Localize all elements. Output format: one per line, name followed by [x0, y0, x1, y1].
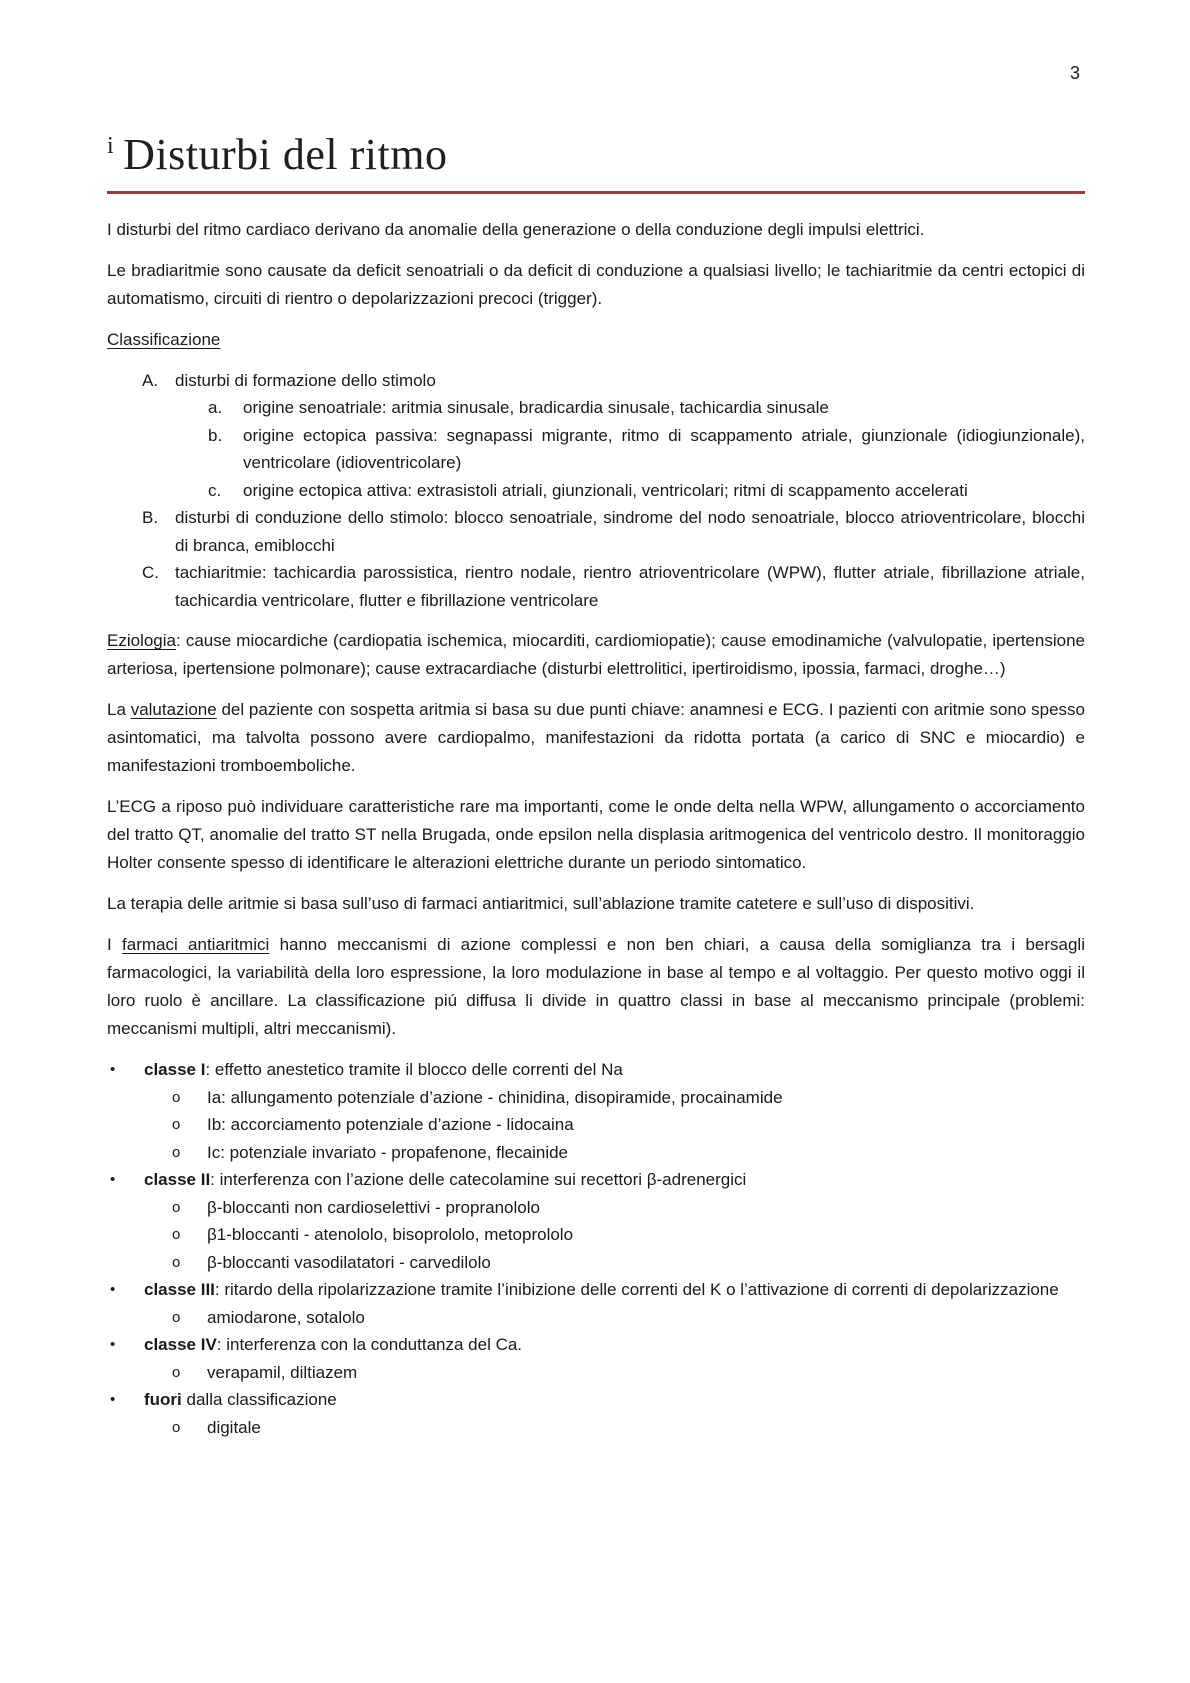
paragraph-ecg: L’ECG a riposo può individuare caratteristiche rare ma importanti, come le onde delta nella WPW, allungamento o accorciamento del tratto QT, anomalie del tratto ST nella Brugada, onde epsilon nella displasia aritmogenica del ventricolo destro. Il monitoraggio Holter consente spesso di identificare le alterazioni elettriche durante un periodo sintomatico.: [107, 797, 1085, 873]
class-label: classe II: [144, 1170, 211, 1190]
list-item: [107, 422, 1085, 477]
circle-bullet-icon: o: [172, 1363, 181, 1381]
list-item-text: origine ectopica passiva: segnapassi migrante, ritmo di scappamento atriale, giunzionale (idiogiunzionale), ventricolare (idioventricolare): [243, 425, 1085, 473]
list-item: [107, 1304, 1085, 1332]
list-item: [107, 1139, 1085, 1167]
bullet-icon: •: [110, 1061, 116, 1079]
page-title-text: Disturbi del ritmo: [123, 130, 448, 179]
page-title: [107, 130, 1085, 181]
circle-bullet-icon: o: [172, 1226, 181, 1244]
circle-bullet-icon: o: [172, 1143, 181, 1161]
list-item: • classe I: effetto anestetico tramite il blocco delle correnti del Na: [107, 1056, 1085, 1084]
section-heading-classificazione: [107, 326, 1085, 354]
circle-bullet-icon: o: [172, 1116, 181, 1134]
class-label: classe I: [144, 1060, 206, 1080]
list-item: [107, 504, 1085, 559]
list-item: [107, 559, 1085, 614]
classificazione-label: Classificazione: [107, 329, 221, 349]
list-marker: B.: [142, 508, 159, 528]
list-item-text: amiodarone, sotalolo: [207, 1307, 365, 1327]
endnote-reference: i: [107, 133, 115, 159]
list-item: [107, 367, 1085, 395]
list-marker: C.: [142, 563, 159, 583]
circle-bullet-icon: o: [172, 1198, 181, 1216]
list-item: • classe III: ritardo della ripolarizzazione tramite l’inibizione delle correnti del K o l’attivazione di correnti di depolarizzazione: [107, 1276, 1085, 1304]
list-item-text: origine senoatriale: aritmia sinusale, bradicardia sinusale, tachicardia sinusale: [243, 398, 829, 418]
list-item-text: origine ectopica attiva: extrasistoli atriali, giunzionali, ventricolari; ritmi di scappamento accelerati: [243, 480, 968, 500]
circle-bullet-icon: o: [172, 1418, 181, 1436]
circle-bullet-icon: o: [172, 1088, 181, 1106]
list-item: [107, 394, 1085, 422]
list-item-text: disturbi di conduzione dello stimolo: blocco senoatriale, sindrome del nodo senoatriale, blocco atrioventricolare, blocchi di branca, emiblocchi: [175, 508, 1085, 555]
list-item-text: verapamil, diltiazem: [207, 1362, 358, 1382]
list-item: [107, 1249, 1085, 1277]
list-item-text: β1-bloccanti - atenololo, bisoprololo, metoprololo: [207, 1225, 574, 1245]
paragraph-farmaci: I farmaci antiaritmici hanno meccanismi di azione complessi e non ben chiari, a causa della somiglianza tra i bersagli farmacologici, la variabilità della loro espressione, la loro modulazione in base al tempo e al voltaggio. Per questo motivo oggi il loro ruolo è ancillare. La classificazione piú diffusa li divide in quattro classi in base al meccanismo principale (problemi: meccanismi multipli, altri meccanismi).: [107, 935, 1085, 1039]
list-item-text: Ic: potenziale invariato - propafenone, flecainide: [207, 1142, 569, 1162]
list-item: [107, 477, 1085, 505]
list-item: [107, 1359, 1085, 1387]
list-item: • fuori dalla classificazione: [107, 1386, 1085, 1414]
list-marker: A.: [142, 370, 159, 390]
circle-bullet-icon: o: [172, 1308, 181, 1326]
paragraph-intro: I disturbi del ritmo cardiaco derivano da anomalie della generazione o della conduzione degli impulsi elettrici.: [107, 219, 925, 239]
antiarrhythmic-classes-list: [107, 1056, 1085, 1441]
list-item-text: β-bloccanti vasodilatatori - carvedilolo: [207, 1252, 491, 1272]
paragraph-terapia: La terapia delle aritmie si basa sull’uso di farmaci antiaritmici, sull’ablazione tramite catetere e sull’uso di dispositivi.: [107, 894, 975, 914]
paragraph-valutazione: La valutazione del paziente con sospetta aritmia si basa su due punti chiave: anamnesi e ECG. I pazienti con aritmie sono spesso asintomatici, ma talvolta possono avere cardiopalmo, manifestazioni da ridotta portata (a carico di SNC e miocardio) e manifestazioni tromboemboliche.: [107, 700, 1086, 776]
list-item-text: digitale: [207, 1417, 261, 1437]
title-rule: [107, 191, 1085, 194]
list-item-text: Ib: accorciamento potenziale d’azione - lidocaina: [207, 1115, 574, 1135]
class-label: fuori: [144, 1390, 182, 1410]
eziologia-label: Eziologia: [107, 631, 176, 651]
class-label: classe III: [144, 1280, 215, 1300]
list-item: [107, 1221, 1085, 1249]
list-item: [107, 1084, 1085, 1112]
bullet-icon: •: [110, 1281, 116, 1299]
list-marker: c.: [208, 480, 222, 500]
list-item-text: Ia: allungamento potenziale d’azione - chinidina, disopiramide, procainamide: [207, 1087, 783, 1107]
farmaci-antiaritmici-label: farmaci antiaritmici: [122, 935, 270, 955]
valutazione-label: valutazione: [130, 700, 217, 720]
list-marker: a.: [208, 398, 223, 418]
list-item: [107, 1414, 1085, 1442]
list-item: • classe II: interferenza con l’azione delle catecolamine sui recettori β-adrenergici: [107, 1166, 1085, 1194]
paragraph-eziologia: Eziologia: cause miocardiche (cardiopatia ischemica, miocarditi, cardiomiopatie); cause emodinamiche (valvulopatie, ipertensione arteriosa, ipertensione polmonare); cause extracardiache (disturbi elettrolitici, ipertiroidismo, ipossia, farmaci, droghe…): [107, 631, 1085, 679]
list-item-text: disturbi di formazione dello stimolo: [175, 370, 436, 390]
classification-list: [107, 367, 1085, 615]
list-item-text: tachiaritmie: tachicardia parossistica, rientro nodale, rientro atrioventricolare (WPW), flutter atriale, fibrillazione atriale, tachicardia ventricolare, flutter e fibrillazione ventricolare: [175, 563, 1085, 610]
list-marker: b.: [208, 425, 223, 445]
bullet-icon: •: [110, 1391, 116, 1409]
list-item-text: β-bloccanti non cardioselettivi - propranololo: [207, 1197, 540, 1217]
circle-bullet-icon: o: [172, 1253, 181, 1271]
list-item: [107, 1111, 1085, 1139]
list-item: • classe IV: interferenza con la conduttanza del Ca.: [107, 1331, 1085, 1359]
list-item: [107, 1194, 1085, 1222]
bullet-icon: •: [110, 1171, 116, 1189]
class-label: classe IV: [144, 1335, 217, 1355]
paragraph-bradiaritmie: Le bradiaritmie sono causate da deficit senoatriali o da deficit di conduzione a qualsiasi livello; le tachiaritmie da centri ectopici di automatismo, circuiti di rientro o depolarizzazioni precoci (trigger).: [107, 260, 1085, 308]
page-number: 3: [1069, 63, 1080, 83]
bullet-icon: •: [110, 1336, 116, 1354]
document-page: [107, 0, 1085, 1454]
